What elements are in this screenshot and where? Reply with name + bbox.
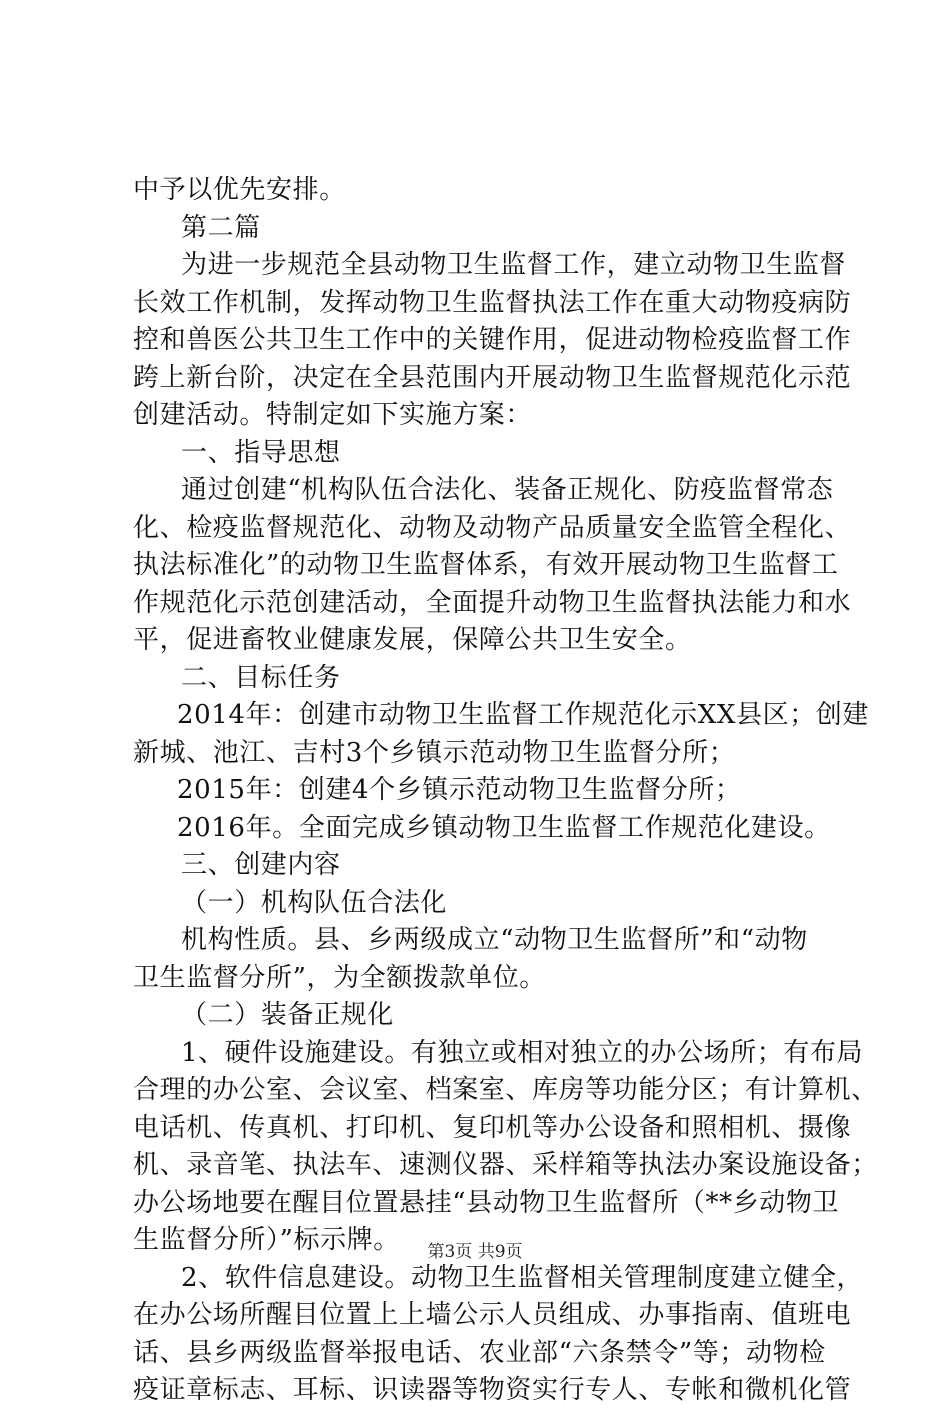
section-heading: 二、目标任务 bbox=[181, 662, 341, 693]
text-line: 新城、池江、吉村3个乡镇示范动物卫生监督分所； bbox=[133, 737, 736, 768]
page-number: 第3页 共9页 bbox=[427, 1242, 523, 1262]
text-line: 为进一步规范全县动物卫生监督工作，建立动物卫生监督 bbox=[181, 250, 847, 280]
text-line: 作规范化示范创建活动，全面提升动物卫生监督执法能力和水 bbox=[133, 587, 852, 618]
text-line: 控和兽医公共卫生工作中的关键作用，促进动物检疫监督工作 bbox=[133, 325, 852, 355]
subsection-heading: （二）装备正规化 bbox=[181, 1000, 394, 1030]
text-line: 跨上新台阶，决定在全县范围内开展动物卫生监督规范化示范 bbox=[133, 362, 852, 393]
text-line: 2014年：创建市动物卫生监督工作规范化示XX县区；创建 bbox=[177, 700, 869, 730]
text-line: 1、硬件设施建设。有独立或相对独立的办公场所；有布局 bbox=[181, 1037, 864, 1068]
text-line: 电话机、传真机、打印机、复印机等办公设备和照相机、摄像 bbox=[133, 1112, 852, 1143]
text-line: 疫证章标志、耳标、识读器等物资实行专人、专帐和微机化管 bbox=[133, 1375, 852, 1405]
text-line: 中予以优先安排。 bbox=[133, 175, 346, 205]
text-line: 2015年：创建4个乡镇示范动物卫生监督分所； bbox=[177, 775, 742, 805]
text-line: 创建活动。特制定如下实施方案： bbox=[133, 400, 533, 430]
text-line: 生监督分所）”标示牌。 bbox=[133, 1225, 400, 1255]
text-line: 卫生监督分所”，为全额拨款单位。 bbox=[133, 962, 546, 993]
section-heading: 第二篇 bbox=[181, 212, 261, 243]
page-footer bbox=[0, 1240, 950, 1264]
text-line: 平，促进畜牧业健康发展，保障公共卫生安全。 bbox=[133, 625, 692, 655]
subsection-heading: （一）机构队伍合法化 bbox=[181, 887, 448, 918]
section-heading: 一、指导思想 bbox=[181, 437, 341, 468]
text-line: 化、检疫监督规范化、动物及动物产品质量安全监管全程化、 bbox=[133, 512, 852, 543]
text-line: 办公场地要在醒目位置悬挂“县动物卫生监督所（**乡动物卫 bbox=[133, 1187, 840, 1218]
text-line: 在办公场所醒目位置上上墙公示人员组成、办事指南、值班电 bbox=[133, 1300, 852, 1330]
text-line: 执法标准化”的动物卫生监督体系，有效开展动物卫生监督工 bbox=[133, 550, 839, 580]
text-line: 2、软件信息建设。动物卫生监督相关管理制度建立健全， bbox=[181, 1262, 864, 1293]
text-line: 机构性质。县、乡两级成立“动物卫生监督所”和“动物 bbox=[181, 925, 808, 955]
text-line: 话、县乡两级监督举报电话、农业部“六条禁令”等；动物检 bbox=[133, 1337, 826, 1368]
text-line: 合理的办公室、会议室、档案室、库房等功能分区；有计算机、 bbox=[133, 1075, 878, 1105]
document-body bbox=[133, 172, 878, 1410]
section-heading: 三、创建内容 bbox=[181, 850, 341, 880]
text-line: 机、录音笔、执法车、速测仪器、采样箱等执法办案设施设备； bbox=[133, 1150, 878, 1180]
text-line: 通过创建“机构队伍合法化、装备正规化、防疫监督常态 bbox=[181, 475, 834, 505]
text-line: 2016年。全面完成乡镇动物卫生监督工作规范化建设。 bbox=[177, 812, 831, 843]
text-line: 长效工作机制，发挥动物卫生监督执法工作在重大动物疫病防 bbox=[133, 287, 852, 318]
